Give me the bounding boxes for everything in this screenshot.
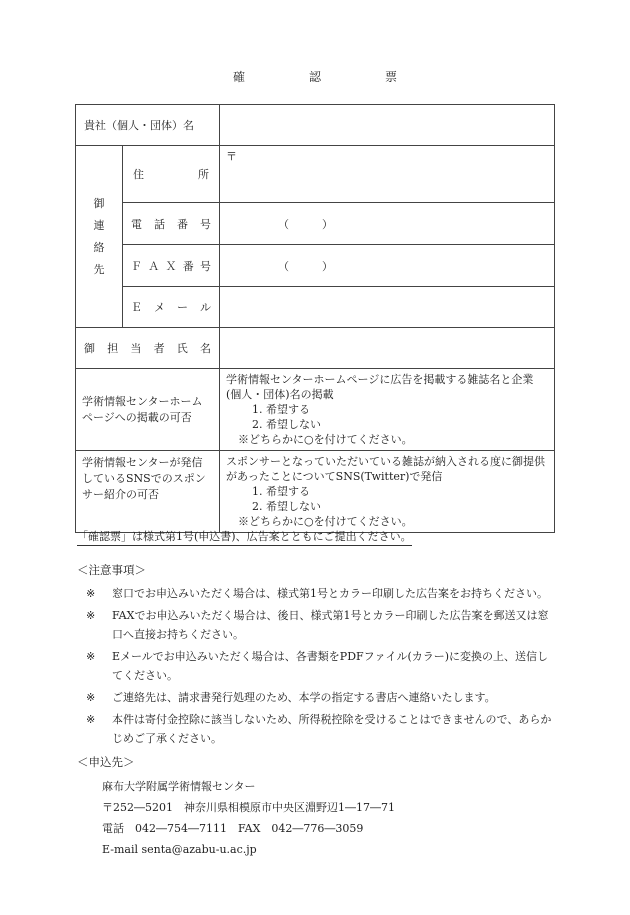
note-item — [86, 584, 556, 603]
company-label-cell — [76, 105, 220, 146]
apply-address: 〒252―5201 神奈川県相模原市中央区淵野辺1―17―71 — [102, 801, 395, 814]
notes-heading: ＜注意事項＞ — [77, 563, 146, 577]
sns-option-no[interactable]: 2. 希望しない — [252, 500, 321, 513]
note-mark: ※ — [86, 609, 96, 622]
postal-mark: 〒 — [226, 150, 237, 163]
hp-instruction: ※どちらかに○を付けてください。 — [238, 433, 413, 446]
company-name-field[interactable] — [220, 105, 555, 146]
contact-group-char: 先 — [93, 262, 105, 276]
sns-consent-cell — [220, 451, 555, 533]
company-label: 貴社（個人・団体）名 — [84, 119, 194, 132]
email-label-cell — [123, 287, 220, 328]
phone-label: 電 話 番 号 — [131, 217, 211, 231]
address-label-cell — [123, 146, 220, 203]
sns-description: スポンサーとなっていただいている雑誌が納入される度に御提供があったことについてSNS(Twitter)で発信 — [226, 455, 545, 483]
hp-option-no[interactable]: 2. 希望しない — [252, 418, 321, 431]
apply-org: 麻布大学附属学術情報センター — [102, 780, 256, 793]
note-text: 窓口でお申込みいただく場合は、様式第1号とカラー印刷した広告案をお持ちください。 — [112, 587, 548, 600]
note-mark: ※ — [86, 691, 96, 704]
sns-label-cell — [76, 451, 220, 533]
confirmation-form-table — [75, 104, 555, 533]
sns-option-yes[interactable]: 1. 希望する — [252, 485, 310, 498]
fax-label-cell — [123, 245, 220, 287]
page-title: 確 認 票 — [232, 70, 423, 84]
apply-email[interactable]: E-mail senta@azabu-u.ac.jp — [102, 843, 257, 856]
contact-person-label: 御 担 当 者 氏 名 — [84, 342, 211, 355]
sns-label: 学術情報センターが発信しているSNSでのスポンサー紹介の可否 — [82, 456, 206, 501]
address-label: 住 所 — [133, 168, 209, 181]
email-label: Ｅ メ ー ル — [131, 301, 211, 314]
note-item — [86, 647, 556, 685]
hp-label: 学術情報センターホームページへの掲載の可否 — [82, 394, 203, 424]
phone-parens: （ ） — [278, 217, 333, 231]
notes-list — [86, 584, 556, 751]
contact-person-field[interactable] — [220, 328, 555, 369]
note-text: ご連絡先は、請求書発行処理のため、本学の指定する書店へ連絡いたします。 — [112, 691, 496, 704]
contact-group-char: 絡 — [93, 240, 105, 254]
note-mark: ※ — [86, 587, 96, 600]
hp-label-cell — [76, 369, 220, 451]
note-item — [86, 606, 556, 644]
contact-group-label — [76, 146, 123, 328]
note-mark: ※ — [86, 713, 96, 726]
hp-description: 学術情報センターホームページに広告を掲載する雑誌名と企業(個人・団体)名の掲載 — [226, 373, 534, 401]
note-text: FAXでお申込みいただく場合は、後日、様式第1号とカラー印刷した広告案を郵送又は窓口へ直接お持ちください。 — [112, 609, 549, 641]
fax-parens: （ ） — [278, 259, 333, 273]
note-mark: ※ — [86, 650, 96, 663]
apply-address-block — [102, 776, 395, 860]
sns-instruction: ※どちらかに○を付けてください。 — [238, 515, 413, 528]
phone-field[interactable] — [220, 203, 555, 245]
contact-group-char: 御 — [93, 196, 105, 210]
hp-option-yes[interactable]: 1. 希望する — [252, 403, 310, 416]
submission-footnote: 「確認票」は様式第1号(申込書)、広告案とともにご提出ください。 — [77, 528, 412, 546]
note-item — [86, 688, 556, 707]
contact-person-label-cell — [76, 328, 220, 369]
apply-phone-fax: 電話 042―754―7111 FAX 042―776―3059 — [102, 822, 364, 835]
email-field[interactable] — [220, 287, 555, 328]
apply-heading: ＜申込先＞ — [77, 755, 135, 769]
fax-field[interactable] — [220, 245, 555, 287]
address-field[interactable] — [220, 146, 555, 203]
note-text: 本件は寄付金控除に該当しないため、所得税控除を受けることはできませんので、あらかじめご了承ください。 — [112, 713, 552, 745]
hp-consent-cell — [220, 369, 555, 451]
fax-label: Ｆ Ａ Ｘ 番 号 — [131, 259, 211, 273]
note-item — [86, 710, 556, 748]
contact-group-char: 連 — [93, 218, 105, 232]
note-text: Eメールでお申込みいただく場合は、各書類をPDFファイル(カラー)に変換の上、送信してください。 — [112, 650, 549, 682]
phone-label-cell — [123, 203, 220, 245]
